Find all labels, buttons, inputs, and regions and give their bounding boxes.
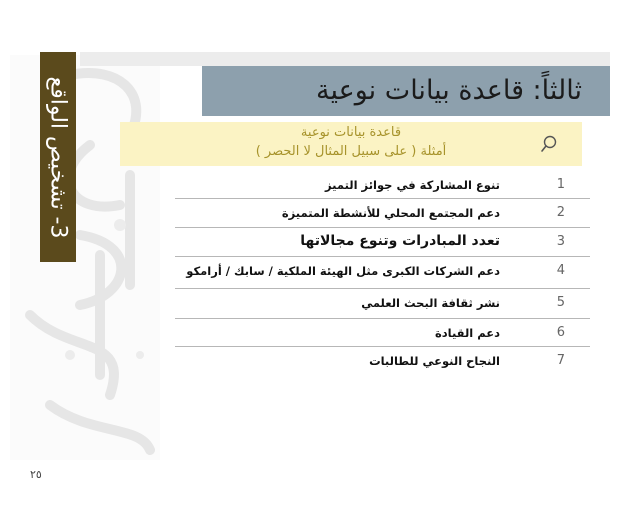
row-number: 5 [556,295,565,310]
row-divider [175,346,590,347]
table-row [120,174,590,198]
page-number: ٢٥ [30,468,42,481]
row-divider [175,198,590,199]
row-text: دعم الشركات الكبرى مثل الهيئة الملكية / سابك / أرامكو [186,264,500,278]
table-row [120,260,590,284]
row-text: نشر ثقافة البحث العلمي [361,296,500,310]
table-row [120,350,590,374]
table-header-subtitle: أمثلة ( على سبيل المثال لا الحصر ) [255,144,447,159]
main-title: ثالثاً: قاعدة بيانات نوعية [316,75,582,106]
row-text: دعم المجتمع المحلي للأنشطة المتميزة [281,206,500,220]
row-number: 2 [556,205,565,220]
row-number: 6 [556,325,565,340]
top-strip [80,52,610,66]
row-divider [175,288,590,289]
section-title-wrap [40,52,76,262]
row-divider [175,227,590,228]
table-header-title: قاعدة بيانات نوعية [300,125,402,140]
row-number: 1 [556,177,565,192]
table-row [120,202,590,226]
row-divider [175,256,590,257]
row-divider [175,318,590,319]
search-icon [540,135,558,153]
row-number: 7 [556,353,565,368]
row-text: تنوع المشاركة في جوائز التميز [325,178,500,192]
calligraphy-background [10,55,160,460]
table-header [120,122,582,166]
row-text: دعم القيادة [434,326,500,340]
row-text: النجاح النوعي للطالبات [369,354,500,368]
row-text: تعدد المبادرات وتنوع مجالاتها [300,233,500,249]
row-number: 3 [556,234,565,249]
row-number: 4 [556,263,565,278]
table-row [120,292,590,316]
table-row [120,322,590,346]
table-row [120,231,590,255]
section-title: 3- تشخيص الواقع [45,76,71,238]
